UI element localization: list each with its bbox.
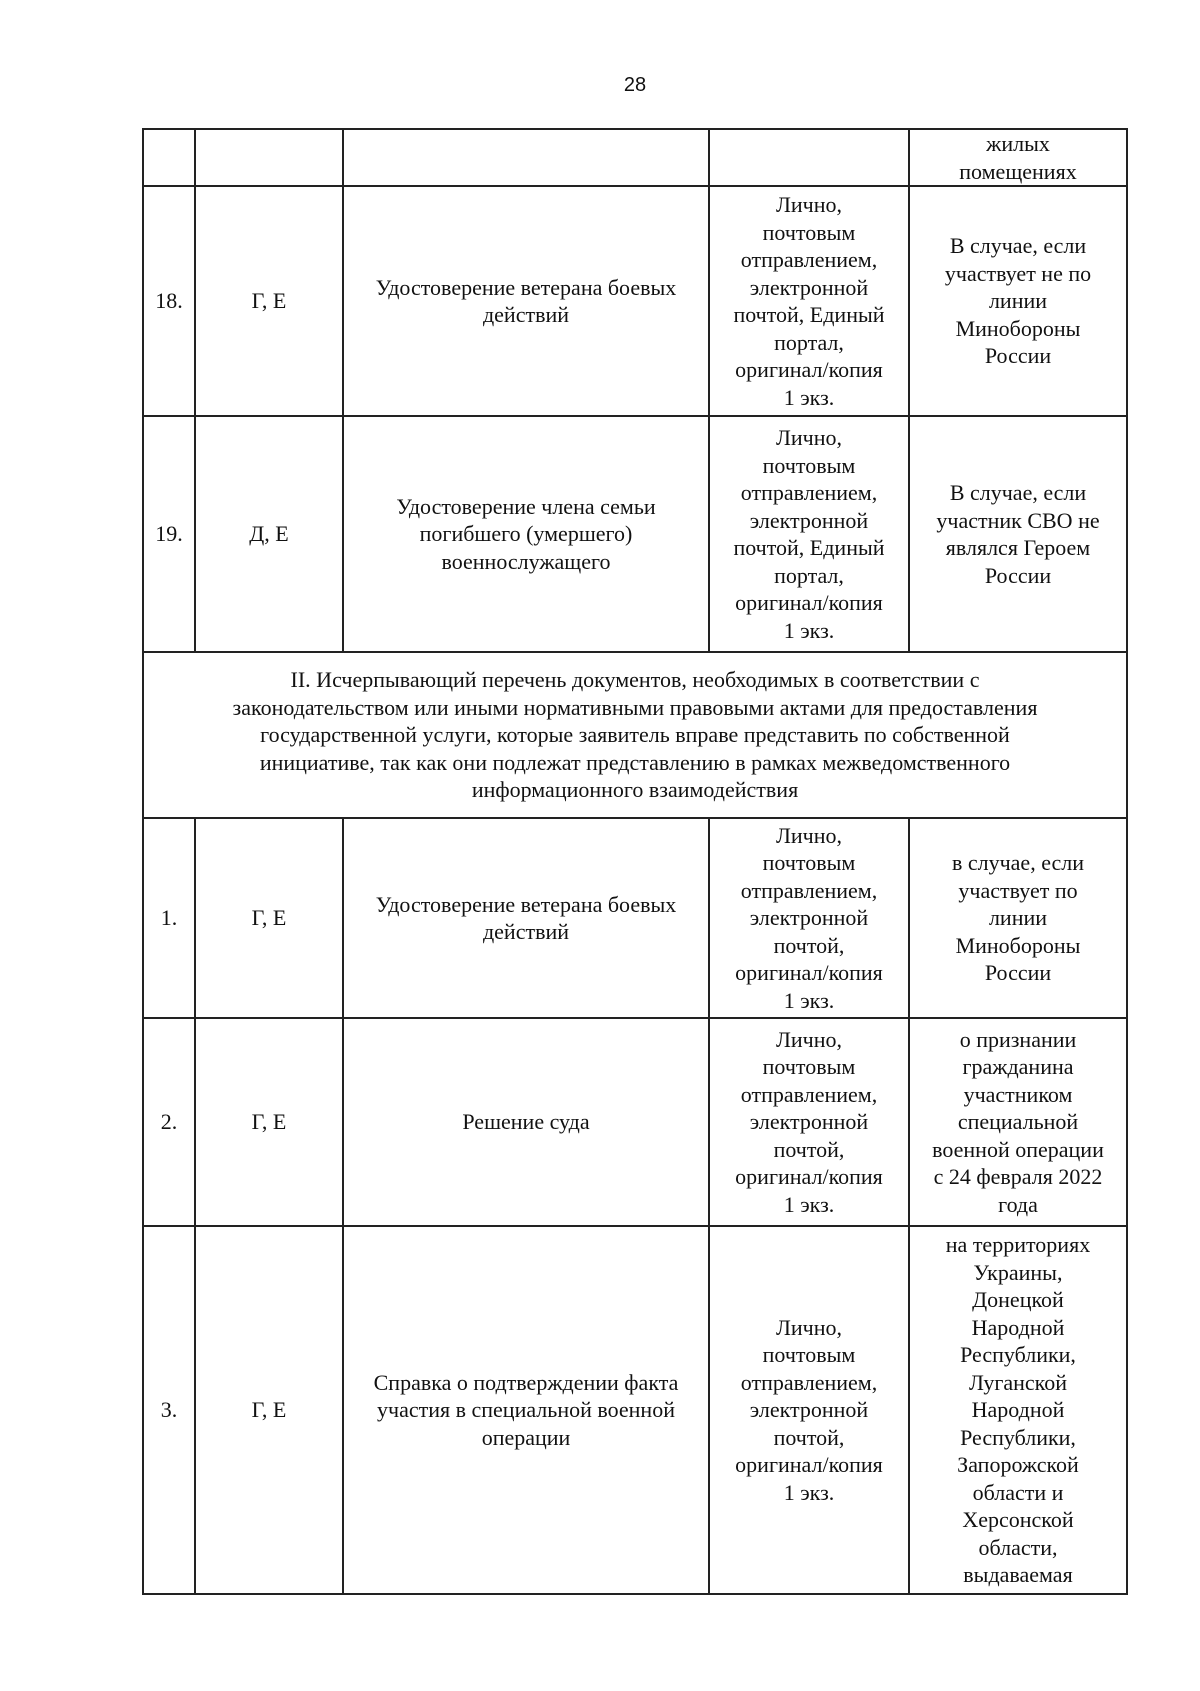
section-heading-row (143, 652, 1127, 818)
text-line: на территориях (945, 1232, 1091, 1258)
text-line: операции (481, 1424, 571, 1450)
text-line: Справка о подтверждении факта (373, 1369, 679, 1395)
text-line: инициативе, так как они подлежат представлению в рамках межведомственного (259, 749, 1011, 775)
cell-document (343, 1226, 709, 1594)
cell-document (343, 186, 709, 416)
cell-method (709, 416, 909, 652)
text-line: законодательством или иными нормативными правовыми актами для предоставления (232, 694, 1038, 720)
text-line: России (984, 343, 1052, 369)
text-line: государственной услуги, которые заявитель вправе представить по собственной (260, 722, 1010, 748)
text-line: линии (988, 905, 1048, 931)
text-line: оригинал/копия (735, 960, 883, 986)
cell-document (343, 416, 709, 652)
text-line: выдаваемая (963, 1562, 1073, 1588)
text-line: оригинал/копия (735, 357, 883, 382)
text-line: почтой, (773, 1424, 845, 1450)
text-line: Донецкой (972, 1287, 1064, 1313)
cell-note (909, 416, 1127, 652)
text-line: действий (482, 919, 570, 944)
text-line: Лично, (775, 1026, 843, 1052)
cell-category: Г, Е (195, 186, 343, 416)
text-line: Решение суда (462, 1109, 590, 1135)
text-line: Удостоверение члена семьи (396, 493, 656, 519)
text-line: Лично, (775, 425, 843, 450)
text-line: 1 экз. (783, 1479, 835, 1505)
cell-document (343, 1018, 709, 1226)
text-line: почтовым (762, 219, 856, 245)
text-line: информационного взаимодействия (471, 777, 799, 803)
text-line: электронной (749, 905, 869, 931)
cell-category: Г, Е (195, 1018, 343, 1226)
text-line: Республики, (960, 1424, 1076, 1450)
text-line: Лично, (775, 822, 843, 848)
cell-document (343, 129, 709, 186)
cell-method (709, 186, 909, 416)
text-line: участвует по (958, 877, 1078, 903)
text-line: Народной (971, 1314, 1065, 1340)
text-line: Украины, (973, 1259, 1063, 1285)
text-line: являлся Героем (945, 535, 1091, 560)
text-line: почтовым (762, 1342, 856, 1368)
text-line: почтой, Единый (733, 535, 885, 560)
text-line: II. Исчерпывающий перечень документов, необходимых в соответствии с (290, 667, 980, 693)
text-line: отправлением, (740, 247, 878, 272)
text-line: 1 экз. (783, 1191, 835, 1217)
text-line: Минобороны (955, 315, 1081, 341)
text-line: области, (978, 1534, 1058, 1560)
cell-method (709, 129, 909, 186)
cell-method (709, 1226, 909, 1594)
cell-category: Д, Е (195, 416, 343, 652)
text-line: России (984, 960, 1052, 986)
text-line: действий (482, 302, 570, 327)
table-row (143, 818, 1127, 1018)
text-line: отправлением, (740, 877, 878, 903)
text-line: почтой, (773, 932, 845, 958)
text-line: Запорожской (957, 1452, 1079, 1478)
text-line: почтовым (762, 452, 856, 478)
cell-number: 1. (143, 818, 195, 1018)
text-line: Минобороны (955, 932, 1081, 958)
text-line: жилых (986, 131, 1050, 156)
cell-category (195, 129, 343, 186)
text-line: участвует не по (944, 260, 1092, 286)
text-line: 1 экз. (783, 384, 835, 410)
text-line: Лично, (775, 192, 843, 217)
text-line: с 24 февраля 2022 (933, 1164, 1103, 1190)
cell-note (909, 186, 1127, 416)
table-row-continued (143, 129, 1127, 186)
text-line: Херсонской (962, 1507, 1074, 1533)
cell-note (909, 129, 1127, 186)
text-line: электронной (749, 507, 869, 533)
table-row (143, 1226, 1127, 1594)
cell-category: Г, Е (195, 1226, 343, 1594)
cell-note (909, 818, 1127, 1018)
text-line: отправлением, (740, 1369, 878, 1395)
table-row (143, 1018, 1127, 1226)
text-line: почтовым (762, 850, 856, 876)
cell-document (343, 818, 709, 1018)
cell-number: 3. (143, 1226, 195, 1594)
text-line: электронной (749, 274, 869, 300)
text-line: военной операции (932, 1136, 1104, 1162)
cell-note (909, 1018, 1127, 1226)
text-line: 1 экз. (783, 617, 835, 643)
cell-category: Г, Е (195, 818, 343, 1018)
text-line: года (998, 1191, 1038, 1217)
text-line: Луганской (968, 1369, 1068, 1395)
text-line: в случае, если (951, 850, 1085, 876)
text-line: участия в специальной военной (377, 1397, 675, 1423)
text-line: почтовым (762, 1054, 856, 1080)
table-row (143, 416, 1127, 652)
page-number: 28 (623, 74, 647, 96)
text-line: Удостоверение ветерана боевых (375, 891, 677, 917)
text-line: Лично, (775, 1314, 843, 1340)
text-line: гражданина (962, 1054, 1074, 1080)
text-line: В случае, если (949, 233, 1087, 259)
text-line: электронной (749, 1397, 869, 1423)
text-line: В случае, если (949, 480, 1087, 505)
text-line: области и (972, 1479, 1064, 1505)
text-line: 1 экз. (783, 987, 835, 1013)
text-line: линии (988, 288, 1048, 314)
text-line: портал, (774, 562, 844, 588)
text-line: помещениях (959, 158, 1077, 184)
text-line: портал, (774, 329, 844, 355)
cell-number: 2. (143, 1018, 195, 1226)
text-line: о признании (959, 1026, 1077, 1052)
cell-number: 18. (143, 186, 195, 416)
text-line: Республики, (960, 1342, 1076, 1368)
cell-method (709, 818, 909, 1018)
section-heading (143, 652, 1127, 818)
text-line: специальной (957, 1109, 1079, 1135)
cell-number (143, 129, 195, 186)
text-line: участником (963, 1081, 1073, 1107)
text-line: отправлением, (740, 480, 878, 505)
text-line: военнослужащего (441, 548, 611, 574)
table-row (143, 186, 1127, 416)
text-line: оригинал/копия (735, 1164, 883, 1190)
text-line: почтой, (773, 1136, 845, 1162)
text-line: участник СВО не (936, 507, 1100, 533)
text-line: погибшего (умершего) (419, 521, 633, 547)
text-line: почтой, Единый (733, 302, 885, 327)
documents-table (142, 128, 1128, 1595)
text-line: Народной (971, 1397, 1065, 1423)
cell-number: 19. (143, 416, 195, 652)
text-line: электронной (749, 1109, 869, 1135)
cell-method (709, 1018, 909, 1226)
text-line: отправлением, (740, 1081, 878, 1107)
text-line: России (984, 562, 1052, 588)
cell-note (909, 1226, 1127, 1594)
text-line: Удостоверение ветерана боевых (375, 274, 677, 300)
text-line: оригинал/копия (735, 590, 883, 615)
text-line: оригинал/копия (735, 1452, 883, 1478)
